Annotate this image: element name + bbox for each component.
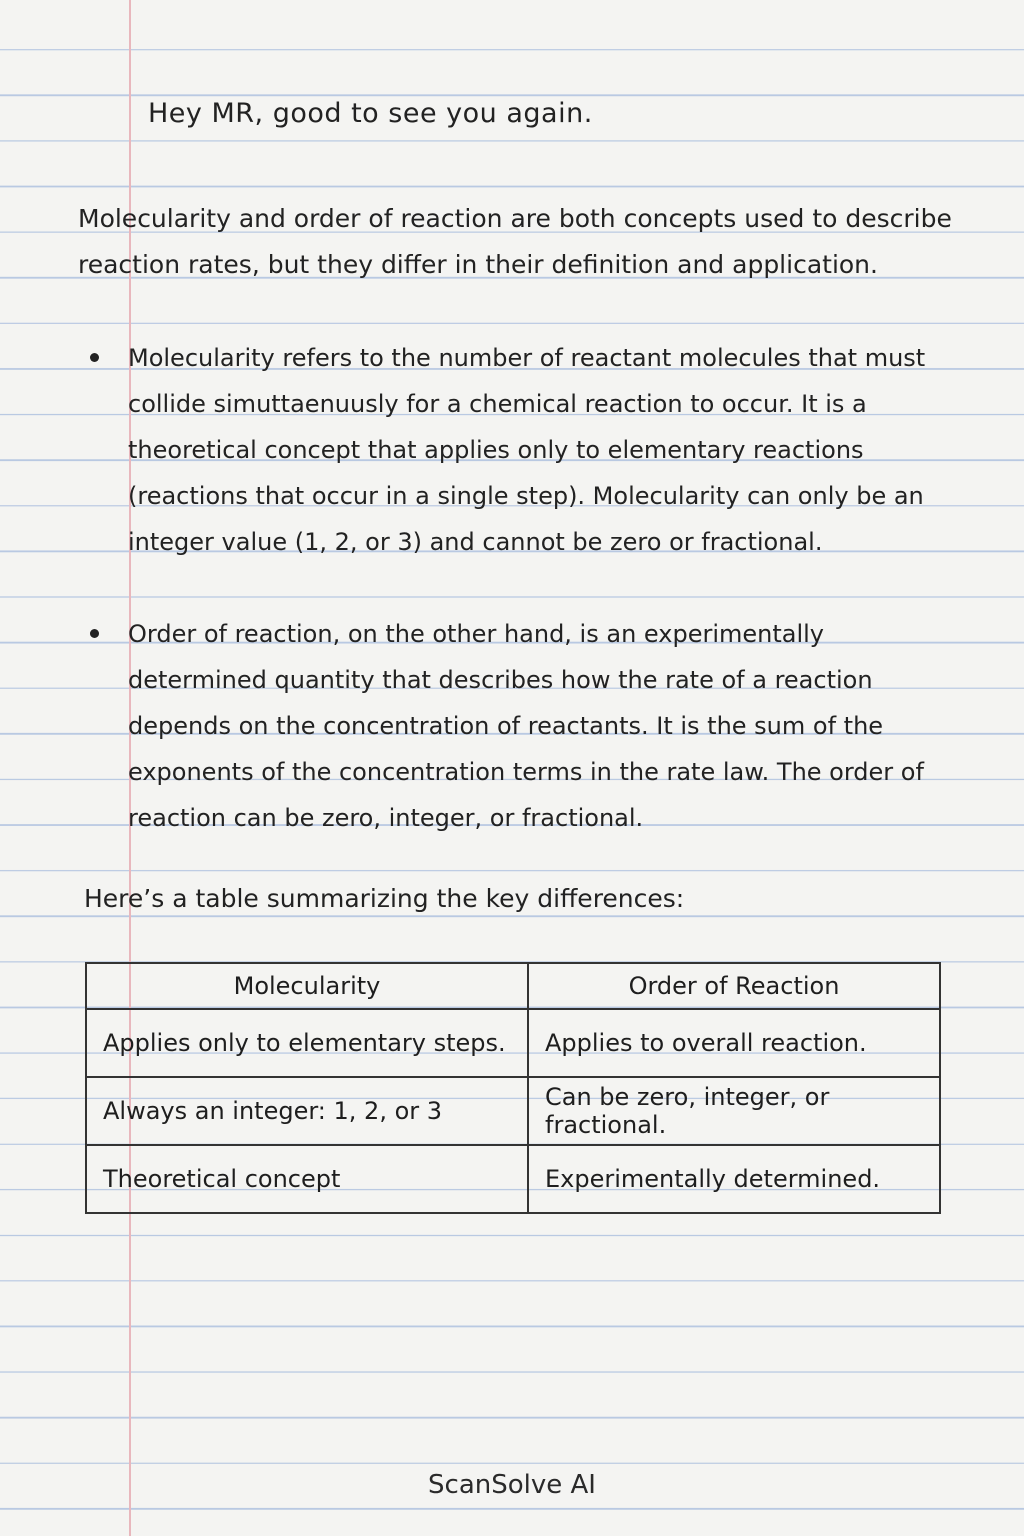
bullet-item-molecularity	[90, 335, 970, 565]
comparison-table	[85, 962, 941, 1214]
table-row	[86, 1145, 940, 1213]
table-cell: Applies only to elementary steps.	[86, 1009, 528, 1077]
bullet-text: Order of reaction, on the other hand, is an experimentally determined quantity that describes how the rate of a reaction depends on the concentration of reactants. It is the sum of the exponents of the concentration terms in the rate law. The order of reaction can be zero, integer, or fractional.	[128, 620, 924, 832]
table-cell: Theoretical concept	[86, 1145, 528, 1213]
table-row	[86, 1009, 940, 1077]
table-cell: Always an integer: 1, 2, or 3	[86, 1077, 528, 1145]
table-header-row	[86, 963, 940, 1009]
table-intro-text: Here’s a table summarizing the key differences:	[84, 884, 685, 913]
bullet-item-order-of-reaction	[90, 611, 970, 841]
table-header-cell: Molecularity	[86, 963, 528, 1009]
bullet-text: Molecularity refers to the number of reactant molecules that must collide simuttaenuusly for a chemical reaction to occur. It is a theoretical concept that applies only to elementary reactions (reactions that occur in a single step). Molecularity can only be an integer value (1, 2, or 3) and cannot be zero or fractional.	[128, 344, 926, 556]
footer-brand: ScanSolve AI	[428, 1470, 596, 1500]
table-cell: Can be zero, integer, or fractional.	[528, 1077, 940, 1145]
table-cell: Applies to overall reaction.	[528, 1009, 940, 1077]
bullet-dot-icon	[90, 353, 99, 362]
greeting-text: Hey MR, good to see you again.	[148, 98, 593, 129]
table-header-cell: Order of Reaction	[528, 963, 940, 1009]
intro-paragraph: Molecularity and order of reaction are both concepts used to describe reaction rates, but they differ in their definition and application.	[78, 204, 952, 279]
bullet-dot-icon	[90, 629, 99, 638]
table-cell: Experimentally determined.	[528, 1145, 940, 1213]
table-row	[86, 1077, 940, 1145]
